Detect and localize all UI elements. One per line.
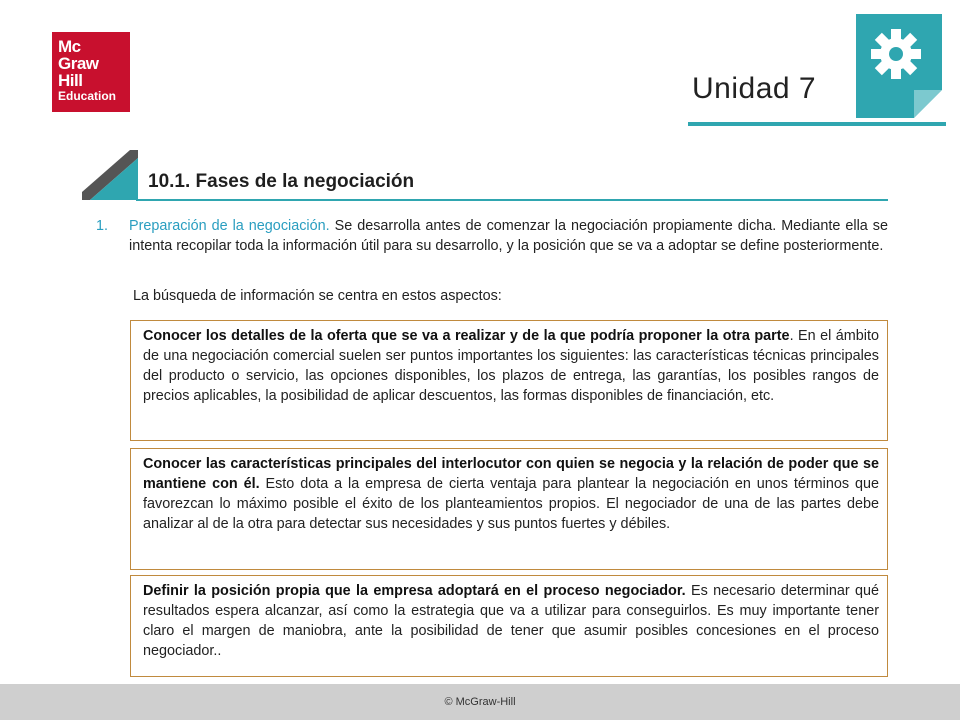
- section-title: 10.1. Fases de la negociación: [148, 171, 415, 192]
- logo-line-1: Mc: [58, 37, 81, 56]
- intro-text: La búsqueda de información se centra en estos aspectos:: [133, 288, 502, 304]
- aspect-box-offer: [130, 320, 888, 441]
- copyright-text: © McGraw-Hill: [444, 696, 516, 708]
- section-underline: [136, 199, 888, 201]
- gear-document-icon: [856, 14, 942, 118]
- unit-title: Unidad 7: [692, 72, 817, 105]
- box-heading: Conocer los detalles de la oferta que se va a realizar y de la que podría proponer la otra parte: [143, 328, 790, 344]
- box-text: Es necesario determinar qué resultados espera alcanzar, así como la estrategia que va a utilizar para conseguirlos. Es muy importante tener claro el margen de maniobra, ante la posibilidad de tener que asumir posibles concesiones en el proceso negociador..: [143, 583, 879, 659]
- item-number: 1.: [96, 218, 109, 234]
- mcgraw-hill-logo: [52, 32, 130, 112]
- logo-line-2: Graw: [58, 54, 99, 73]
- box-heading: Conocer las características principales del interlocutor con quien se negocia y la relación de poder que se mantiene con él.: [143, 456, 879, 492]
- box-heading: Definir la posición propia que la empresa adoptará en el proceso negociador.: [143, 583, 686, 599]
- logo-line-4: Education: [58, 89, 117, 103]
- aspect-box-counterpart: [130, 448, 888, 570]
- item-text: Se desarrolla antes de comenzar la negociación propiamente dicha. Mediante ella se intenta recopilar toda la información útil para su desarrollo, y la posición que se va a adoptar se define posteriormente.: [129, 218, 888, 254]
- aspect-box-position: [130, 575, 888, 677]
- unit-underline: [688, 122, 946, 126]
- item-lead: Preparación de la negociación.: [129, 218, 330, 234]
- logo-line-3: Hill: [58, 71, 83, 90]
- section-decoration: [82, 150, 142, 200]
- box-text: Esto dota a la empresa de cierta ventaja para plantear la negociación en unos términos que favorezcan lo máximo posible el éxito de los planteamientos propios. El negociador de una de las partes debe analizar al de la otra para detectar sus necesidades y sus puntos fuertes y débiles.: [143, 476, 879, 532]
- box-text: . En el ámbito de una negociación comercial suelen ser puntos importantes los siguientes: las características técnicas principales del producto o servicio, las opciones disponibles, los plazos de entrega, las garantías, los posibles rangos de precios aplicables, la posibilidad de aplicar descuentos, las formas disponibles de financiación, etc.: [143, 328, 879, 404]
- item-body: [129, 216, 888, 256]
- footer: [0, 684, 960, 720]
- numbered-item-1: [96, 216, 888, 256]
